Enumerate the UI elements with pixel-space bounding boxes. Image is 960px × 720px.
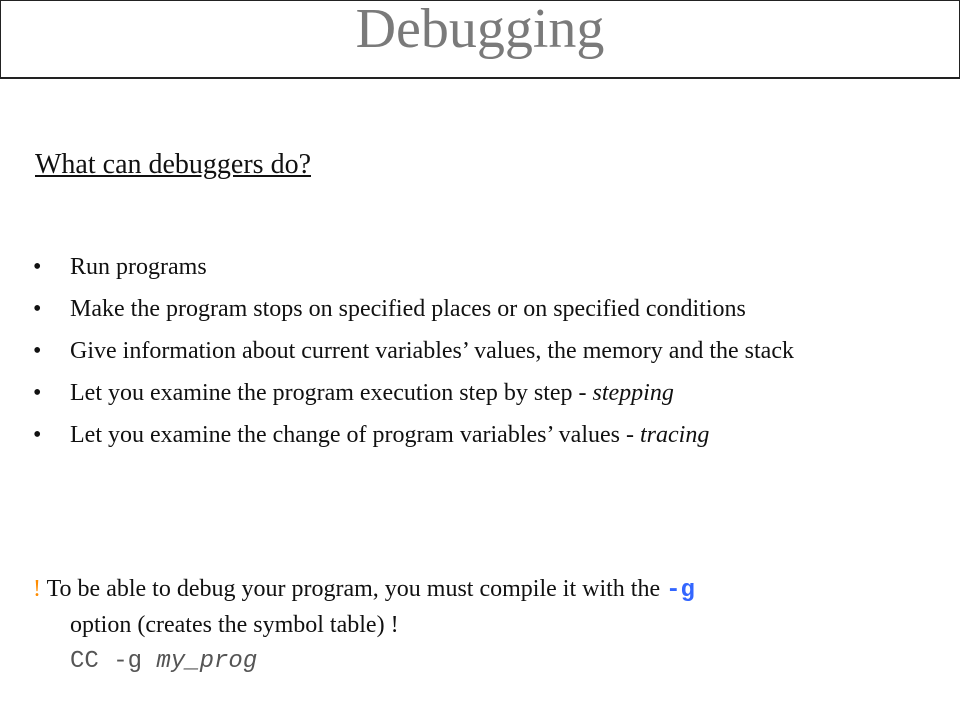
- bullet-item: [33, 252, 933, 282]
- bullet-text: Give information about current variables’ values, the memory and the stack: [70, 338, 794, 364]
- bullet-item: [33, 294, 933, 324]
- bullet-text: Make the program stops on specified places or on specified conditions: [70, 296, 746, 322]
- bullet-item: [33, 378, 933, 408]
- bullet-emphasis: stepping: [592, 380, 674, 406]
- command-example: [70, 648, 257, 675]
- title-bar: [0, 0, 960, 79]
- bullet-list: [33, 252, 933, 462]
- compile-note: [33, 572, 933, 642]
- note-text-line2: option (creates the symbol table) !: [70, 612, 399, 638]
- exclamation-mark: !: [33, 576, 41, 602]
- bullet-icon: •: [33, 296, 42, 322]
- compile-flag: -g: [666, 577, 695, 604]
- bullet-icon: •: [33, 422, 42, 448]
- bullet-item: [33, 336, 933, 366]
- bullet-icon: •: [33, 338, 42, 364]
- bullet-item: [33, 420, 933, 450]
- bullet-text: Let you examine the program execution step by step -: [70, 380, 593, 406]
- slide-subtitle: What can debuggers do?: [35, 149, 311, 180]
- note-text: To be able to debug your program, you must compile it with the: [41, 576, 667, 602]
- bullet-text: Run programs: [70, 254, 207, 280]
- bullet-text: Let you examine the change of program variables’ values -: [70, 422, 640, 448]
- bullet-emphasis: tracing: [640, 422, 710, 448]
- bullet-icon: •: [33, 380, 42, 406]
- command-prefix: CC -g: [70, 648, 157, 675]
- bullet-icon: •: [33, 254, 42, 280]
- slide-title: Debugging: [355, 0, 605, 60]
- command-program: my_prog: [156, 648, 258, 675]
